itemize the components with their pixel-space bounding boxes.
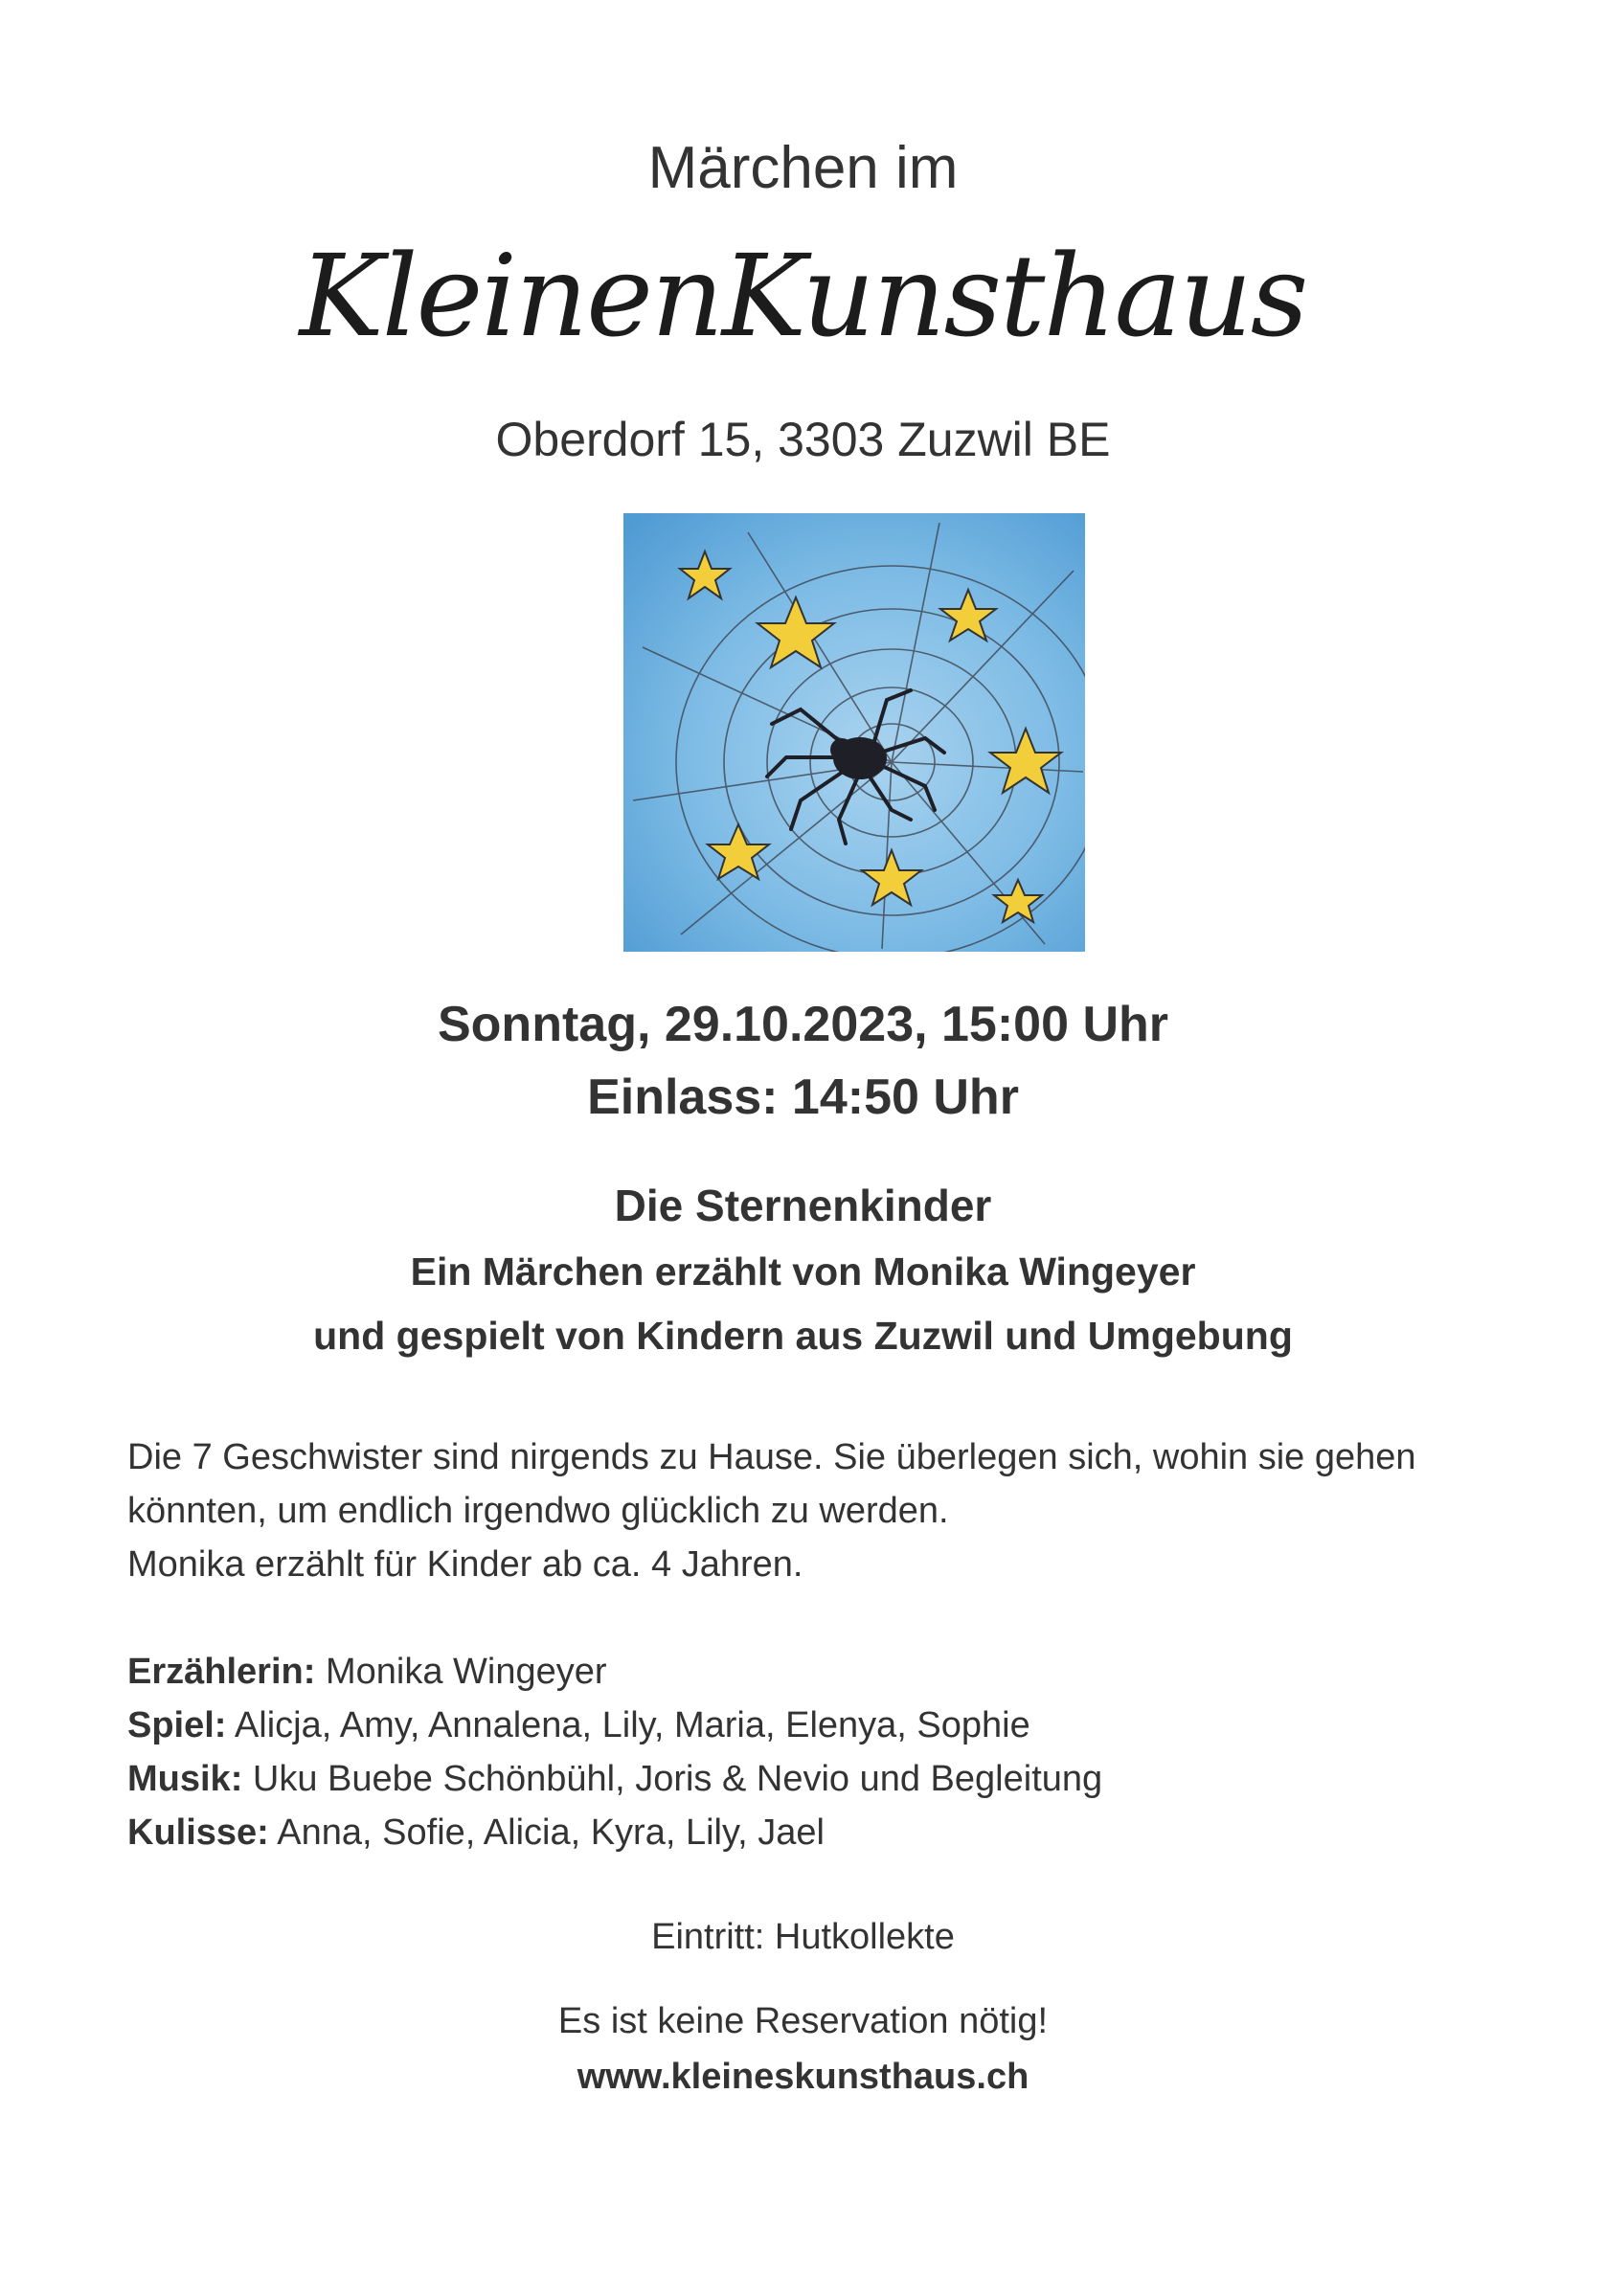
credit-value: Uku Buebe Schönbühl, Joris & Nevio und Begleitung: [242, 1759, 1103, 1799]
description-line: Monika erzählt für Kinder ab ca. 4 Jahren.: [127, 1544, 803, 1585]
play-subtitle-2: und gespielt von Kindern aus Zuzwil und Umgebung: [313, 1314, 1293, 1358]
description: [127, 1430, 1516, 1591]
credit-cast: [127, 1699, 1516, 1752]
play-subtitle-1: Ein Märchen erzählt von Monika Wingeyer: [410, 1249, 1196, 1294]
website-link[interactable]: www.kleineskunsthaus.ch: [577, 2057, 1029, 2097]
credit-label: Musik:: [127, 1759, 243, 1799]
credit-scenery: [127, 1806, 1516, 1859]
spider-head: [830, 738, 853, 761]
credit-label: Erzählerin:: [127, 1652, 316, 1692]
brand-title: KleinenKunsthaus: [299, 230, 1307, 362]
description-line: könnten, um endlich irgendwo glücklich zu werden.: [127, 1491, 949, 1531]
entry-fee: Eintritt: Hutkollekte: [651, 1917, 955, 1957]
credit-value: Monika Wingeyer: [315, 1652, 607, 1692]
play-title: Die Sternenkinder: [614, 1181, 992, 1230]
no-reservation-note: Es ist keine Reservation nötig!: [557, 2001, 1049, 2041]
description-line: Die 7 Geschwister sind nirgends zu Hause. Sie überlegen sich, wohin sie gehen: [127, 1437, 1416, 1477]
pretitle: Märchen im: [647, 135, 959, 201]
address: Oberdorf 15, 3303 Zuzwil BE: [495, 413, 1111, 466]
credit-value: Anna, Sofie, Alicia, Kyra, Lily, Jael: [268, 1812, 825, 1853]
credit-label: Spiel:: [127, 1705, 227, 1745]
credit-narrator: [127, 1645, 1516, 1699]
event-date: Sonntag, 29.10.2023, 15:00 Uhr: [437, 997, 1168, 1052]
credits-list: [127, 1645, 1516, 1859]
credit-value: Alicja, Amy, Annalena, Lily, Maria, Elenya, Sophie: [226, 1705, 1030, 1745]
spider-web-illustration: [623, 513, 1085, 952]
credit-label: Kulisse:: [127, 1812, 269, 1853]
credit-music: [127, 1752, 1516, 1806]
entry-time: Einlass: 14:50 Uhr: [587, 1069, 1019, 1125]
